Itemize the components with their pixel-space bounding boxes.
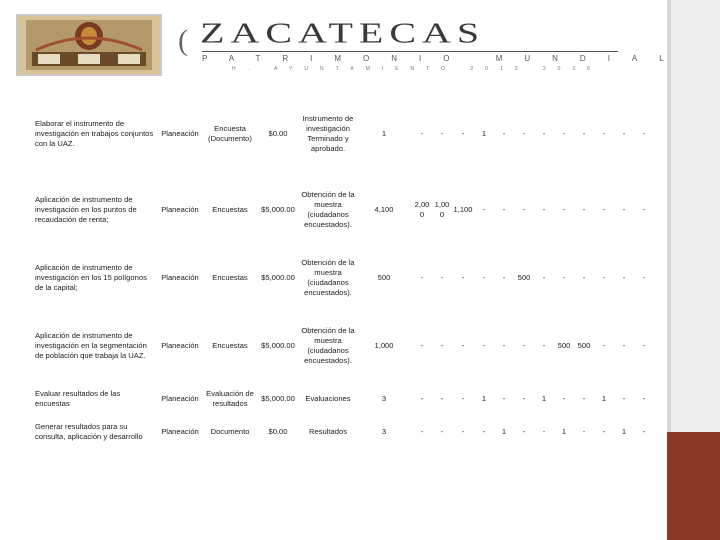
month-cell: - [440,427,444,436]
month-cell: - [582,394,586,403]
instrument-cell: Encuestas [212,205,248,214]
city-crest-logo [16,14,162,76]
month-cell: - [542,427,546,436]
indicator-cell: Obtención de la muestra (ciudadanos encuestados). [301,190,355,229]
total-cell: 1 [381,129,387,138]
crest-image [18,16,160,74]
banner-tagline: H. AYUNTAMIENTO 2013 2016 [232,66,603,72]
month-cell: - [602,427,606,436]
month-cell: 1 [601,394,607,403]
month-cell: - [622,394,626,403]
activity-cell: Evaluar resultados de las encuestas [35,389,121,408]
month-cell: - [542,205,546,214]
right-sidebar [667,0,720,540]
banner-title: ZACATECAS [200,16,486,50]
month-cell: - [562,273,566,282]
month-cell: - [440,394,444,403]
month-cell: - [642,129,646,138]
month-cell: - [502,341,506,350]
month-cell: - [420,427,424,436]
month-cell: - [622,341,626,350]
banner-rule [202,51,618,52]
budget-cell: $0.00 [268,129,288,138]
month-cell: - [582,273,586,282]
indicator-cell: Resultados [309,427,347,436]
indicator-cell: Obtención de la muestra (ciudadanos encuestados). [301,258,355,297]
total-cell: 500 [377,273,391,282]
month-cell: - [440,129,444,138]
month-cell: - [542,273,546,282]
month-cell: - [420,129,424,138]
month-cell: - [461,129,465,138]
area-cell: Planeación [161,129,199,138]
month-cell: 500 [557,341,571,350]
activity-cell: Aplicación de instrumento de investigación en la segmentación de población que trabaja la UAZ. [35,331,147,360]
header-banner [178,16,686,76]
budget-cell: $0.00 [268,427,288,436]
month-cell: - [642,273,646,282]
budget-cell: $5,000.00 [261,273,295,282]
month-cell: - [420,341,424,350]
area-cell: Planeación [161,205,199,214]
banner-ornament: ( [178,24,188,57]
month-cell: - [562,394,566,403]
month-cell: 1 [561,427,567,436]
month-cell: 1 [481,394,487,403]
month-cell: - [562,205,566,214]
month-cell: - [622,273,626,282]
month-cell: - [482,205,486,214]
month-cell: - [622,205,626,214]
month-cell: - [461,394,465,403]
month-cell: - [440,341,444,350]
total-cell: 1,000 [374,341,394,350]
indicator-cell: Instrumento de investigación Terminado y aprobado. [302,114,354,153]
month-cell: - [602,273,606,282]
total-cell: 3 [381,427,387,436]
instrument-cell: Documento [210,427,250,436]
indicator-cell: Obtención de la muestra (ciudadanos encuestados). [301,326,355,365]
table-row [34,380,654,418]
indicator-cell: Evaluaciones [305,394,351,403]
month-cell: - [482,427,486,436]
total-cell: 3 [381,394,387,403]
sidebar-accent-block [667,432,720,540]
month-cell: - [602,205,606,214]
month-cell: - [440,273,444,282]
area-cell: Planeación [161,273,199,282]
instrument-cell: Encuesta (Documento) [208,124,252,143]
month-cell: 500 [517,273,531,282]
budget-cell: $5,000.00 [261,205,295,214]
area-cell: Planeación [161,427,199,436]
month-cell: - [542,129,546,138]
month-cell: 500 [577,341,591,350]
month-cell: - [522,427,526,436]
area-cell: Planeación [161,394,199,403]
table-row [34,418,654,446]
month-cell: - [482,341,486,350]
month-cell: - [582,427,586,436]
month-cell: - [522,205,526,214]
instrument-cell: Evaluación de resultados [206,389,254,408]
month-cell: - [622,129,626,138]
instrument-cell: Encuestas [212,341,248,350]
month-cell: 1,000 [434,200,450,219]
month-cell: - [502,205,506,214]
activity-cell: Elaborar el instrumento de investigación en trabajos conjuntos con la UAZ. [35,119,154,148]
banner-subtitle: PATRIMONIO MUNDIAL [202,54,686,63]
month-cell: - [502,273,506,282]
month-cell: - [642,205,646,214]
activity-cell: Aplicación de instrumento de investigación en los puntos de recaudación de renta; [35,195,137,224]
month-cell: - [602,129,606,138]
table-row [34,92,654,176]
table-row [34,176,654,244]
activities-table [34,92,654,446]
month-cell: 1 [501,427,507,436]
month-cell: - [522,394,526,403]
area-cell: Planeación [161,341,199,350]
month-cell: - [562,129,566,138]
month-cell: - [602,341,606,350]
month-cell: - [420,394,424,403]
activity-cell: Generar resultados para su consulta, aplicación y desarrollo [35,422,143,441]
month-cell: - [482,273,486,282]
month-cell: - [542,341,546,350]
month-cell: 1 [481,129,487,138]
month-cell: - [642,341,646,350]
month-cell: 1 [621,427,627,436]
month-cell: - [502,394,506,403]
month-cell: - [461,427,465,436]
month-cell: - [582,129,586,138]
month-cell: - [522,129,526,138]
month-cell: 1,100 [453,205,473,214]
month-cell: - [461,341,465,350]
table-row [34,244,654,312]
activity-cell: Aplicación de instrumento de investigación en los 15 polígonos de la capital; [35,263,147,292]
month-cell: - [522,341,526,350]
budget-cell: $5,000.00 [261,341,295,350]
month-cell: 1 [541,394,547,403]
budget-cell: $5,000.00 [261,394,295,403]
total-cell: 4,100 [374,205,394,214]
month-cell: 2,000 [414,200,430,219]
month-cell: - [582,205,586,214]
month-cell: - [461,273,465,282]
month-cell: - [642,427,646,436]
month-cell: - [642,394,646,403]
month-cell: - [420,273,424,282]
table-row [34,312,654,380]
instrument-cell: Encuestas [212,273,248,282]
month-cell: - [502,129,506,138]
